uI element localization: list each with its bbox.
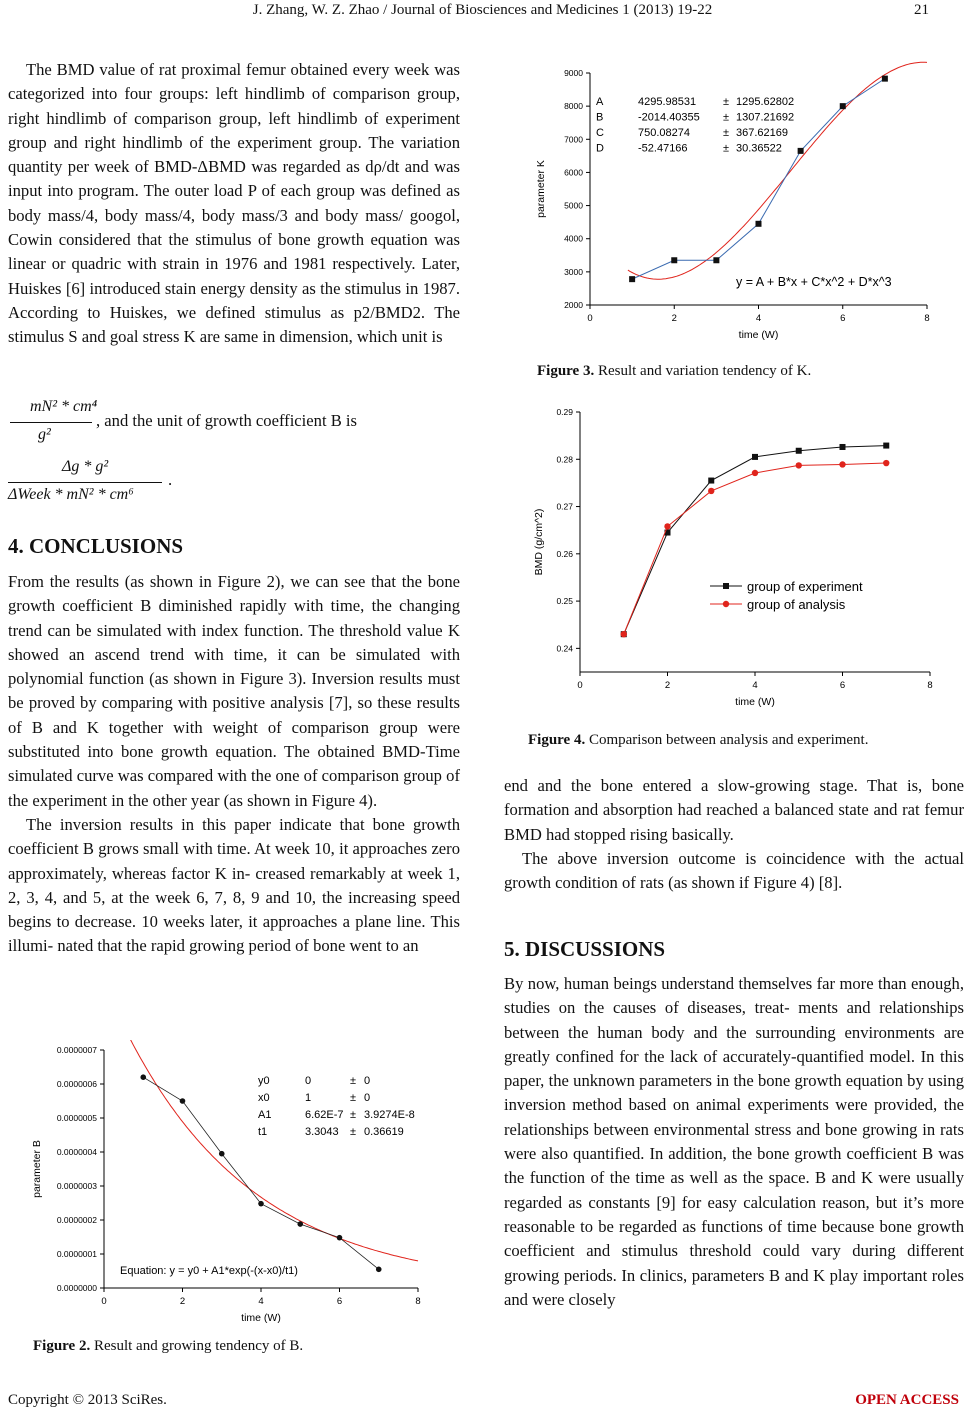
legend-marker-2 xyxy=(723,601,729,607)
data-point xyxy=(882,76,888,82)
series-2-point xyxy=(621,631,627,637)
y-tick-label: 2000 xyxy=(564,300,583,310)
data-point xyxy=(798,148,804,154)
legend-label-2: group of analysis xyxy=(747,597,846,612)
data-point xyxy=(258,1201,264,1207)
conclusions-heading: 4. CONCLUSIONS xyxy=(8,534,184,558)
y-tick-label: 0.0000003 xyxy=(56,1181,97,1191)
param-name: A1 xyxy=(258,1109,272,1121)
param-error: 0.36619 xyxy=(364,1126,404,1138)
unit1-fraction-line xyxy=(10,422,92,423)
param-pm: ± xyxy=(350,1075,357,1087)
figure-2-caption-label: Figure 2. xyxy=(33,1338,91,1354)
x-tick-label: 8 xyxy=(924,313,930,324)
y-tick-label: 0.0000005 xyxy=(56,1113,97,1123)
x-tick-label: 0 xyxy=(587,313,593,324)
x-tick-label: 2 xyxy=(664,680,671,691)
data-line xyxy=(143,1077,379,1269)
param-name: B xyxy=(596,111,604,124)
param-pm: ± xyxy=(350,1126,357,1138)
x-axis-label: time (W) xyxy=(735,696,775,708)
fit-curve xyxy=(126,1040,418,1261)
data-point xyxy=(180,1098,186,1104)
unit1-denominator: g² xyxy=(38,426,51,443)
y-tick-label: 3000 xyxy=(564,266,583,277)
legend-marker-1 xyxy=(723,583,729,589)
series-2-point xyxy=(708,488,714,494)
param-error: 30.36522 xyxy=(736,142,782,155)
figure-3-caption-label: Figure 3. xyxy=(537,363,595,379)
series-2-point xyxy=(796,462,802,468)
param-name: t1 xyxy=(258,1126,268,1138)
series-2-point xyxy=(883,460,889,466)
param-value: 0 xyxy=(305,1075,312,1087)
data-point xyxy=(140,1074,146,1080)
unit2-denominator: ΔWeek * mN² * cm⁶ xyxy=(8,486,134,503)
param-value: -52.47166 xyxy=(638,142,688,155)
x-tick-label: 0 xyxy=(101,1296,107,1307)
data-line xyxy=(632,79,885,280)
param-name: C xyxy=(596,127,604,139)
figure-4-caption-text: Comparison between analysis and experiment. xyxy=(585,732,869,748)
unit2-numerator: Δg * g² xyxy=(62,458,109,475)
param-name: A xyxy=(596,96,604,108)
header-title: J. Zhang, W. Z. Zhao / Journal of Biosciences and Medicines 1 (2013) 19-22 xyxy=(252,2,713,18)
y-tick-label: 0.27 xyxy=(556,501,573,512)
y-tick-label: 6000 xyxy=(564,167,583,178)
x-tick-label: 0 xyxy=(577,680,583,691)
data-point xyxy=(297,1221,303,1227)
left-paragraph-1-block xyxy=(8,58,460,350)
x-tick-label: 6 xyxy=(336,1296,343,1307)
y-tick-label: 0.26 xyxy=(556,548,573,559)
y-tick-label: 0.29 xyxy=(556,407,573,417)
param-pm: ± xyxy=(350,1109,357,1121)
series-1-point xyxy=(840,444,846,450)
data-point xyxy=(840,103,846,109)
data-point xyxy=(337,1235,343,1241)
copyright-footer: Copyright © 2013 SciRes. xyxy=(8,1392,167,1408)
figure-3-chart xyxy=(530,55,950,350)
unit1-numerator: mN² * cm⁴ xyxy=(30,398,98,415)
data-point xyxy=(756,221,762,227)
param-name: y0 xyxy=(258,1075,270,1087)
data-point xyxy=(671,257,677,263)
series-1-point xyxy=(796,448,802,454)
figure-3-caption-text: Result and variation tendency of K. xyxy=(594,363,812,379)
param-error: 1307.21692 xyxy=(736,111,795,124)
y-tick-label: 8000 xyxy=(564,101,583,112)
y-tick-label: 0.0000007 xyxy=(56,1045,97,1055)
right-paragraph-1: end and the bone entered a slow-growing stage. That is, bone formation and absorption had reached a balanced state and rat femur BMD had stopped rising basically. xyxy=(504,776,964,844)
y-tick-label: 5000 xyxy=(564,200,583,211)
param-error: 0 xyxy=(364,1075,371,1087)
figure-4-caption xyxy=(528,732,868,749)
y-tick-label: 9000 xyxy=(564,68,583,78)
series-2-point xyxy=(664,523,670,529)
x-tick-label: 6 xyxy=(840,313,846,324)
series-1-point xyxy=(883,443,889,449)
series-2-point xyxy=(839,461,845,467)
figure-4-chart xyxy=(530,398,950,718)
fit-curve xyxy=(628,62,927,279)
unit2-tail: . xyxy=(168,470,173,489)
right-paragraph-2: The above inversion outcome is coincidence with the actual growth condition of rats (as shown if Figure 4) [8]. xyxy=(504,848,964,893)
left-paragraph-2: From the results (as shown in Figure 2), we can see that the bone growth coefficient B diminished rapidly with time, the changing trend can be simulated with index function. The threshold value K showed an ascend trend with time, it can be simulated with polynomial function (as shown in Figure 3). Inversion results must be proved by comparing with positive analysis [7], so these results of B and K together with weight of comparison group were substituted into bone growth equation. The obtained BMD-Time simulated curve was compared with the one of comparison group of the experiment in the other year (as shown in Figure 4). xyxy=(8,572,460,810)
param-name: x0 xyxy=(258,1092,270,1104)
left-paragraph-1: The BMD value of rat proximal femur obtained every week was categorized into four groups: left hindlimb of comparison group, right hindlimb of comparison group, left hindlimb of experiment group and right hindlimb of the experiment group. The variation quantity per week of BMD-ΔBMD was regarded as dρ/dt and was input into program. The outer load P of each group was defined as body mass/4, body mass/4, body mass/3 and body mass/ googol, Cowin considered that the stimulus of bone growth equation was linear or quadric with strain in 1976 and 1981 respectively. Later, Huiskes [6] introduced stain energy density as the stimulus in 1987. According to Huiskes, we defined stimulus as p2/BMD2. The stimulus S and goal stress K are same in dimension, which unit is xyxy=(8,60,460,347)
left-paragraph-2-block xyxy=(8,570,460,959)
y-tick-label: 0.0000004 xyxy=(56,1147,97,1157)
x-tick-label: 8 xyxy=(927,680,933,691)
param-pm: ± xyxy=(723,127,730,139)
param-value: -2014.40355 xyxy=(638,111,700,124)
y-tick-label: 0.0000000 xyxy=(56,1283,97,1293)
y-tick-label: 0.25 xyxy=(556,596,573,607)
y-tick-label: 4000 xyxy=(564,233,583,244)
data-point xyxy=(713,257,719,263)
figure-2-chart xyxy=(28,1040,448,1330)
page-number: 21 xyxy=(914,2,929,18)
y-axis-label: BMD (g/cm^2) xyxy=(533,508,545,576)
data-point xyxy=(629,276,635,282)
y-axis-label: parameter B xyxy=(31,1140,43,1198)
param-name: D xyxy=(596,142,604,155)
fit-equation: Equation: y = y0 + A1*exp(-(x-x0)/t1) xyxy=(120,1265,298,1277)
param-value: 1 xyxy=(305,1092,312,1104)
param-error: 3.9274E-8 xyxy=(364,1109,415,1121)
param-pm: ± xyxy=(723,142,730,155)
param-error: 1295.62802 xyxy=(736,96,795,108)
param-value: 6.62E-7 xyxy=(305,1109,344,1121)
data-point xyxy=(376,1267,382,1273)
figure-2-caption xyxy=(33,1338,303,1355)
param-value: 4295.98531 xyxy=(638,96,697,108)
param-value: 750.08274 xyxy=(638,127,690,139)
y-tick-label: 0.0000001 xyxy=(56,1249,97,1259)
series-1-point xyxy=(752,454,758,460)
y-tick-label: 0.0000002 xyxy=(56,1215,97,1225)
unit2-fraction-line xyxy=(8,482,162,483)
running-header xyxy=(0,2,965,19)
series-1-point xyxy=(708,478,714,484)
x-tick-label: 2 xyxy=(179,1296,186,1307)
x-tick-label: 6 xyxy=(839,680,846,691)
y-tick-label: 7000 xyxy=(564,134,583,145)
x-tick-label: 4 xyxy=(258,1296,264,1307)
unit1-tail: , and the unit of growth coefficient B is xyxy=(96,411,357,430)
figure-2-caption-text: Result and growing tendency of B. xyxy=(90,1338,304,1354)
legend-label-1: group of experiment xyxy=(747,579,863,594)
y-axis-label: parameter K xyxy=(535,160,547,218)
x-tick-label: 4 xyxy=(752,680,758,691)
x-axis-label: time (W) xyxy=(241,1312,281,1324)
figure-3-caption xyxy=(537,363,811,380)
open-access-footer: OPEN ACCESS xyxy=(855,1392,959,1408)
y-tick-label: 0.28 xyxy=(556,454,573,465)
param-error: 367.62169 xyxy=(736,127,788,139)
x-tick-label: 2 xyxy=(671,313,677,324)
right-paragraph-3: By now, human beings understand themselves far more than enough, studies on the causes of diseases, treat- ments and relationships between the human body and the surrounding environments are greatly confined for the lack of accurately-quantified model. In this paper, the unknown parameters in the bone growth equation by using inversion method based on animal experiments were provided, the relationships between environmental stress and bone growing in rats were also quantified. In addition, the bone growth coefficient B was the function of the time as well as the space. B and K were usually regarded as constants [9] for easy calculation reason, but it’s more reasonable to be regarded as functions of time because bone growth coefficient and stimulus threshold could vary during different growing periods. In clinics, parameters B and K play important roles and were closely xyxy=(504,974,964,1309)
param-pm: ± xyxy=(723,111,730,124)
left-paragraph-3: The inversion results in this paper indicate that bone growth coefficient B grows small with time. At week 10, it approaches zero approximately, whereas factor K in- creased remarkably at week 1, 2, 3, 4, and 5, at the week 6, 7, 8, 9 and 10, the increasing speed begins to decrease. 10 weeks later, it approaches a plane line. This illumi- nated that the rapid growing period of bone went to an xyxy=(8,814,460,956)
y-tick-label: 0.24 xyxy=(556,643,573,654)
param-pm: ± xyxy=(350,1092,357,1104)
right-paragraph-block-1 xyxy=(504,774,964,895)
right-paragraph-block-2 xyxy=(504,972,964,1312)
figure-4-caption-label: Figure 4. xyxy=(528,732,586,748)
x-tick-label: 4 xyxy=(755,313,762,324)
param-pm: ± xyxy=(723,96,730,108)
x-axis-label: time (W) xyxy=(738,329,779,341)
param-error: 0 xyxy=(364,1092,371,1104)
param-value: 3.3043 xyxy=(305,1126,339,1138)
series-2-point xyxy=(752,470,758,476)
data-point xyxy=(219,1151,225,1157)
y-tick-label: 0.0000006 xyxy=(56,1079,97,1089)
discussions-heading: 5. DISCUSSIONS xyxy=(504,937,666,961)
fit-equation: y = A + B*x + C*x^2 + D*x^3 xyxy=(736,275,892,289)
x-tick-label: 8 xyxy=(415,1296,421,1307)
